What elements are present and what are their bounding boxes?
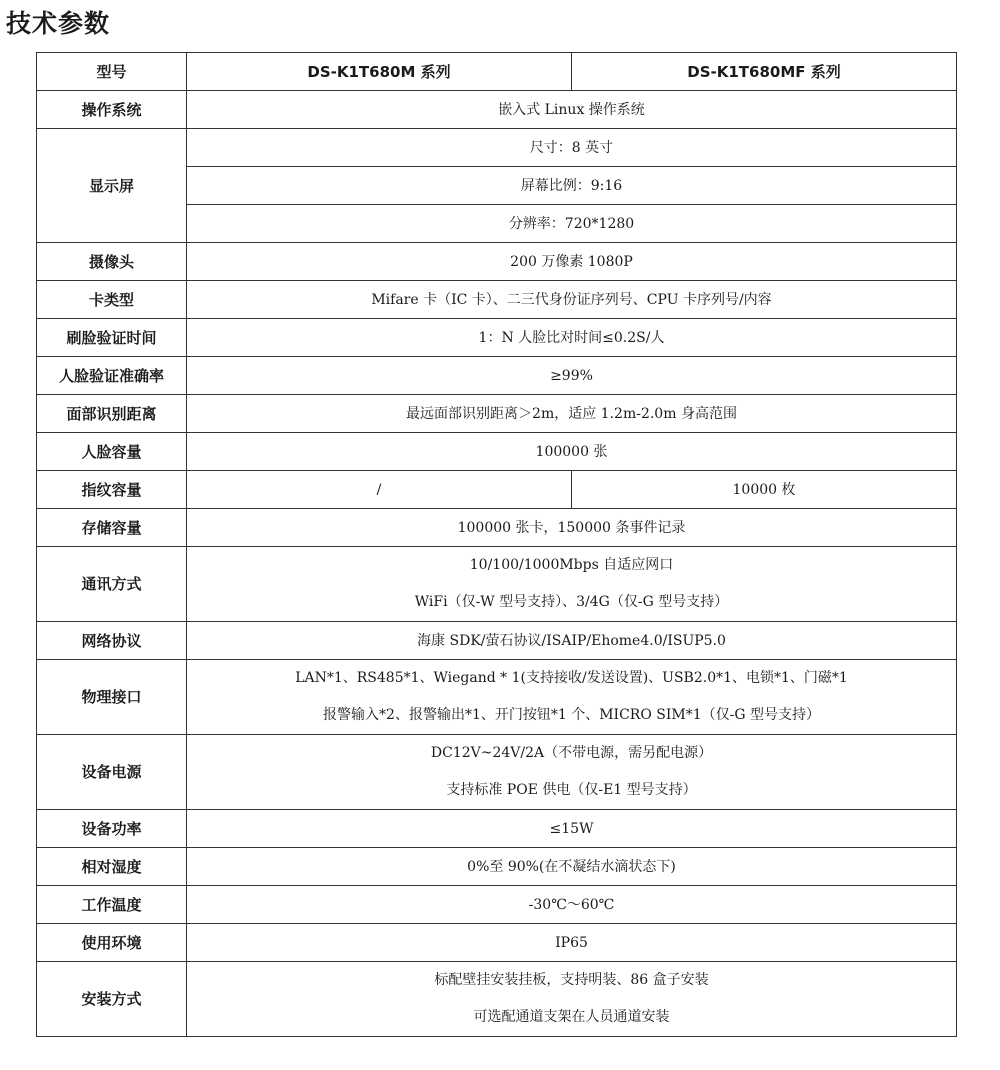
power-line-poe: 支持标准 POE 供电（仅-E1 型号支持） — [446, 782, 697, 798]
row-label-model: 型号 — [37, 53, 187, 91]
row-label-face-accuracy: 人脸验证准确率 — [37, 357, 187, 395]
row-label-humidity: 相对湿度 — [37, 848, 187, 886]
table-row-display — [37, 129, 957, 167]
table-row-temperature — [37, 886, 957, 924]
table-row-fp-capacity — [37, 471, 957, 509]
model-m-series: DS-K1T680M 系列 — [187, 53, 572, 91]
fp-capacity-m-series: / — [187, 471, 572, 509]
table-row-face-distance — [37, 395, 957, 433]
row-label-power-consumption: 设备功率 — [37, 810, 187, 848]
table-row-os — [37, 91, 957, 129]
table-row-camera — [37, 243, 957, 281]
row-label-interface: 物理接口 — [37, 660, 187, 735]
table-row-model — [37, 53, 957, 91]
row-label-display: 显示屏 — [37, 129, 187, 243]
table-row-power — [37, 735, 957, 810]
row-label-face-distance: 面部识别距离 — [37, 395, 187, 433]
row-label-protocol: 网络协议 — [37, 622, 187, 660]
row-label-face-time: 刷脸验证时间 — [37, 319, 187, 357]
row-label-install: 安装方式 — [37, 962, 187, 1037]
display-ratio: 屏幕比例：9:16 — [187, 167, 957, 205]
comm-line-wireless: WiFi（仅-W 型号支持）、3/4G（仅-G 型号支持） — [414, 594, 729, 610]
row-label-face-capacity: 人脸容量 — [37, 433, 187, 471]
row-value-install — [187, 962, 957, 1037]
power-line-dc: DC12V~24V/2A（不带电源，需另配电源） — [430, 745, 713, 761]
table-row-install — [37, 962, 957, 1037]
row-value-card-type: Mifare 卡（IC 卡）、二三代身份证序列号、CPU 卡序列号/内容 — [187, 281, 957, 319]
row-value-power-consumption: ≤15W — [187, 810, 957, 848]
row-value-face-accuracy: ≥99% — [187, 357, 957, 395]
row-value-storage: 100000 张卡，150000 条事件记录 — [187, 509, 957, 547]
row-label-card-type: 卡类型 — [37, 281, 187, 319]
row-label-environment: 使用环境 — [37, 924, 187, 962]
comm-line-ethernet: 10/100/1000Mbps 自适应网口 — [469, 557, 674, 573]
display-resolution: 分辨率：720*1280 — [187, 205, 957, 243]
table-row-protocol — [37, 622, 957, 660]
table-row-face-accuracy — [37, 357, 957, 395]
install-line-channel: 可选配通道支架在人员通道安装 — [473, 1009, 670, 1025]
row-value-interface — [187, 660, 957, 735]
table-row-power-consumption — [37, 810, 957, 848]
row-label-fp-capacity: 指纹容量 — [37, 471, 187, 509]
model-mf-series: DS-K1T680MF 系列 — [572, 53, 957, 91]
row-value-humidity: 0%至 90%(在不凝结水滴状态下) — [187, 848, 957, 886]
page-title: 技术参数 — [6, 9, 111, 38]
table-row-interface — [37, 660, 957, 735]
row-value-power — [187, 735, 957, 810]
row-value-comm — [187, 547, 957, 622]
table-row-environment — [37, 924, 957, 962]
row-label-power: 设备电源 — [37, 735, 187, 810]
table-row-face-time — [37, 319, 957, 357]
row-label-camera: 摄像头 — [37, 243, 187, 281]
row-value-temperature: -30℃～60℃ — [187, 886, 957, 924]
spec-table-main — [36, 52, 957, 660]
row-value-face-distance: 最远面部识别距离＞2m，适应 1.2m-2.0m 身高范围 — [187, 395, 957, 433]
table-row-card-type — [37, 281, 957, 319]
row-value-face-capacity: 100000 张 — [187, 433, 957, 471]
interface-line-2: 报警输入*2、报警输出*1、开门按钮*1 个、MICRO SIM*1（仅-G 型号支持） — [323, 707, 820, 723]
interface-line-1: LAN*1、RS485*1、Wiegand * 1(支持接收/发送设置)、USB2.0*1、电锁*1、门磁*1 — [295, 670, 848, 686]
row-value-face-time: 1：N 人脸比对时间≤0.2S/人 — [187, 319, 957, 357]
row-value-environment: IP65 — [187, 924, 957, 962]
row-value-protocol: 海康 SDK/萤石协议/ISAIP/Ehome4.0/ISUP5.0 — [187, 622, 957, 660]
table-row-comm — [37, 547, 957, 622]
row-value-os: 嵌入式 Linux 操作系统 — [187, 91, 957, 129]
display-size: 尺寸：8 英寸 — [187, 129, 957, 167]
row-label-temperature: 工作温度 — [37, 886, 187, 924]
spec-table-hardware — [36, 659, 957, 1037]
row-value-camera: 200 万像素 1080P — [187, 243, 957, 281]
row-label-comm: 通讯方式 — [37, 547, 187, 622]
table-row-storage — [37, 509, 957, 547]
row-label-os: 操作系统 — [37, 91, 187, 129]
install-line-wall: 标配壁挂安装挂板，支持明装、86 盒子安装 — [434, 972, 709, 988]
table-row-face-capacity — [37, 433, 957, 471]
fp-capacity-mf-series: 10000 枚 — [572, 471, 957, 509]
row-label-storage: 存储容量 — [37, 509, 187, 547]
table-row-humidity — [37, 848, 957, 886]
